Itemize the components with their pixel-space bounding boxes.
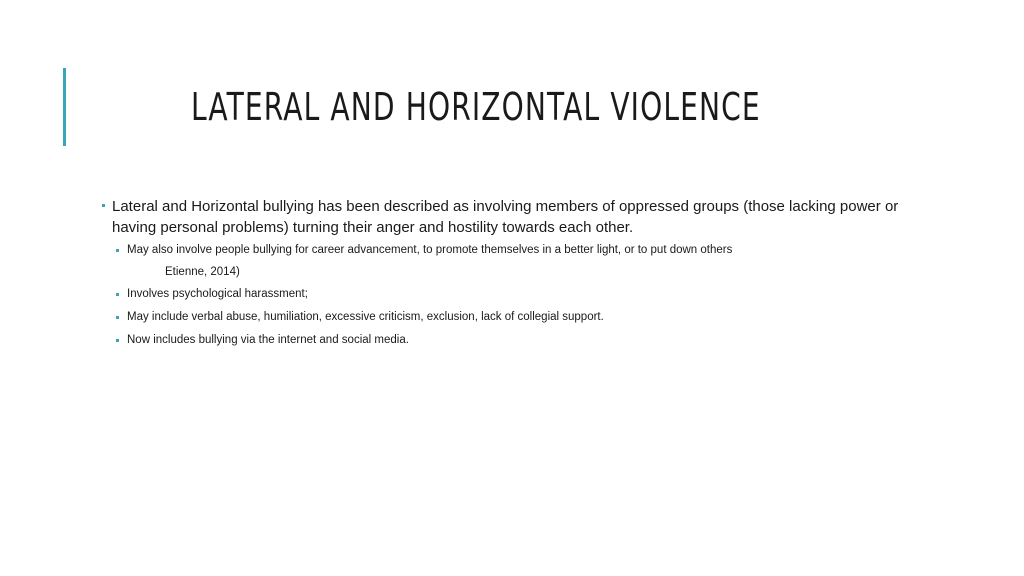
sub-bullet-text: Now includes bullying via the internet and social media. (127, 334, 409, 346)
bullet-item (100, 196, 900, 238)
bullet-square-icon (116, 293, 119, 296)
bullet-square-icon (116, 339, 119, 342)
title-accent-bar (63, 68, 66, 146)
sub-bullet-item (114, 243, 900, 258)
slide-title: LATERAL AND HORIZONTAL VIOLENCE (191, 85, 761, 129)
bullet-square-icon (102, 204, 105, 207)
sub-bullet-text: May also involve people bullying for career advancement, to promote themselves in a better light, or to put down others (127, 244, 733, 256)
sub-bullet-continuation (100, 265, 900, 280)
sub-bullet-continuation-text: Etienne, 2014) (165, 266, 240, 278)
sub-bullet-text: Involves psychological harassment; (127, 288, 308, 300)
bullet-square-icon (116, 249, 119, 252)
sub-bullet-text: May include verbal abuse, humiliation, excessive criticism, exclusion, lack of collegial support. (127, 311, 604, 323)
sub-bullet-item (114, 287, 900, 302)
slide-body (100, 196, 900, 348)
sub-bullet-item (114, 333, 900, 348)
bullet-square-icon (116, 316, 119, 319)
sub-bullet-item (114, 310, 900, 325)
bullet-text: Lateral and Horizontal bullying has been described as involving members of oppressed groups (those lacking power or having personal problems) turning their anger and hostility towards each other. (112, 198, 899, 236)
